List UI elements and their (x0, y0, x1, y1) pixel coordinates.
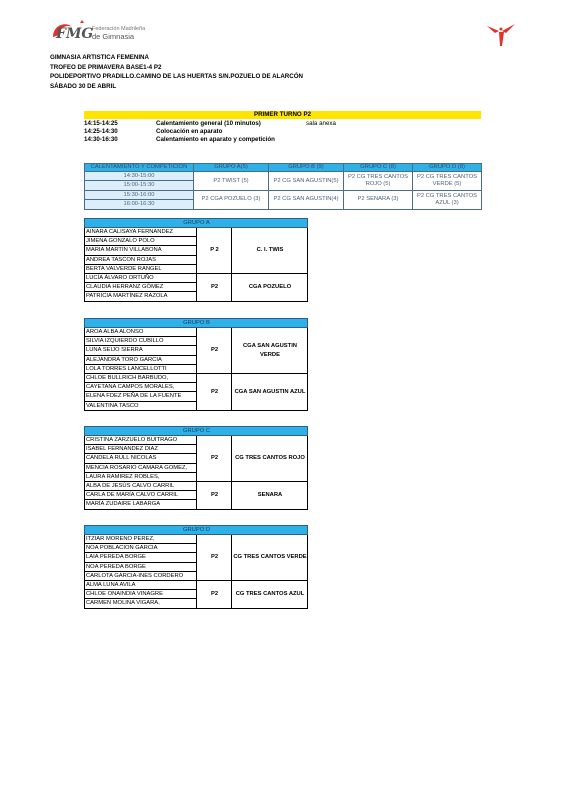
schedule-desc: Colocación en aparato (156, 128, 223, 136)
community-logo (485, 22, 517, 48)
rotation-header: GRUPO A(5) (194, 164, 269, 172)
rotation-time: 15:00-15:30 (85, 181, 194, 190)
rotation-header: GRUPO B (9) (269, 164, 344, 172)
gymnast-name: CANDELA RULL NICOLAS (85, 454, 197, 463)
schedule-time: 14:25-14:30 (84, 128, 118, 136)
gymnast-name: AROA ALBA ALONSO (85, 328, 197, 337)
level-cell: P2 (197, 535, 232, 581)
table-row (85, 581, 308, 590)
header-line: SÁBADO 30 DE ABRIL (50, 82, 117, 90)
gymnast-name: LAIA PEREDA BORGE (85, 553, 197, 562)
club-cell: CG TRES CANTOS AZUL (232, 581, 308, 609)
gymnast-name: CARLOTA GARCIA-INES CORDERO (85, 571, 197, 580)
federation-logo (50, 19, 170, 45)
document-header (50, 53, 303, 91)
rotation-cell: P2 CG TRES CANTOS ROJO (5) (344, 172, 413, 191)
level-cell: P2 (197, 436, 232, 482)
level-cell: P2 (197, 482, 232, 510)
group-table (84, 318, 308, 411)
gymnast-name: ALMA LUNA AVILA (85, 581, 197, 590)
rotation-header-row (85, 164, 482, 172)
level-cell: P2 (197, 374, 232, 411)
group-table (84, 218, 308, 302)
gymnast-name: ALBA DE JESÚS CALVO CARRIL (85, 482, 197, 491)
club-cell: C. I. TWIS (232, 228, 308, 274)
club-cell: CG TRES CANTOS VERDE (232, 535, 308, 581)
gymnast-name: MARIA MARTIN VILLABONA (85, 246, 197, 255)
schedule-time: 14:30-16:30 (84, 136, 118, 144)
gymnast-name: ANDREA TASCON ROJAS (85, 255, 197, 264)
gymnast-name: BERTA VALVERDE RANGEL (85, 264, 197, 273)
turno-banner: PRIMER TURNO P2 (84, 111, 481, 119)
rotation-cell: P2 CG TRES CANTOS VERDE (5) (413, 172, 482, 191)
schedule-desc: Calentamiento general (10 minutos) (156, 120, 261, 127)
gymnast-name: CHLOE BULLRICH BARBUDO, (85, 374, 197, 383)
gymnast-name: ISABEL FERNANDEZ DIAZ (85, 445, 197, 454)
table-row (85, 482, 308, 491)
rotation-table (84, 163, 482, 210)
gymnast-name: CAYETANA CAMPOS MORALES, (85, 383, 197, 392)
rotation-cell: P2 CGA POZUELO (3) (194, 190, 269, 209)
gymnast-name: LUCÍA ÁLVARO ORTUÑO (85, 274, 197, 283)
club-cell: CGA SAN AGUSTIN AZUL (232, 374, 308, 411)
schedule-desc: Calentamiento en aparato y competición (156, 136, 275, 144)
level-cell: P 2 (197, 228, 232, 274)
club-cell: CGA POZUELO (232, 274, 308, 302)
gymnast-name: CARLA DE MARÍA CALVO CARRIL (85, 491, 197, 500)
logo-line2: de Gimnasia (92, 32, 135, 41)
rotation-header: GRUPO C (8) (344, 164, 413, 172)
header-line: TROFEO DE PRIMAVERA BASE1-4 P2 (50, 63, 162, 71)
gymnast-name: PATRICIA MARTÍNEZ RAZOLA (85, 292, 197, 301)
gymnast-name: CLAUDIA HERRANZ GÓMEZ (85, 283, 197, 292)
logo-letters: FMG (56, 26, 94, 42)
gymnast-name: LOLA TORRES LANCELLOTTI (85, 364, 197, 373)
table-row (85, 535, 308, 544)
group-title: GRUPO B (85, 319, 308, 328)
club-cell: SENARA (232, 482, 308, 510)
rotation-header: GRUPO D (8) (413, 164, 482, 172)
gymnast-name: ITZIAR MORENO PEREZ, (85, 535, 197, 544)
gymnast-name: CARMEN MOLINA VIGARA, (85, 599, 197, 608)
level-cell: P2 (197, 328, 232, 374)
header-line: POLIDEPORTIVO PRADILLO.CAMINO DE LAS HUERTAS S/N.POZUELO DE ALARCÓN (50, 73, 304, 81)
rotation-time: 16:00-16:30 (85, 200, 194, 209)
level-cell: P2 (197, 274, 232, 302)
rotation-time: 15:30-16:00 (85, 190, 194, 199)
gymnast-name: VALENTINA TASCO (85, 401, 197, 410)
gymnast-name: LUNA SEIJO SIERRA (85, 346, 197, 355)
group-table (84, 525, 308, 609)
rotation-cell: P2 CG SAN AGUSTIN(5) (269, 172, 344, 191)
schedule-location: sala anexa (306, 120, 336, 127)
rotation-cell: P2 CG TRES CANTOS AZUL (3) (413, 190, 482, 209)
rotation-cell: P2 TWIST (5) (194, 172, 269, 191)
table-row (85, 374, 308, 383)
group-title: GRUPO A (85, 219, 308, 228)
gymnast-name: LAURA RAMIREZ ROBLES, (85, 472, 197, 481)
rotation-time: 14:30-15:00 (85, 172, 194, 181)
level-cell: P2 (197, 581, 232, 609)
gymnast-name: CRISTINA ZARZUELO BUITRAGO (85, 436, 197, 445)
header-line: GIMNASIA ARTISTICA FEMENINA (50, 54, 149, 61)
rotation-cell: P2 CG SAN AGUSTIN(4) (269, 190, 344, 209)
group-title: GRUPO C (85, 427, 308, 436)
gymnast-name: JIMENA GONZALO POLO (85, 237, 197, 246)
rotation-cell: P2 SENARA (3) (344, 190, 413, 209)
gymnast-name: CHLOE ONAINDIA VINAGRE (85, 590, 197, 599)
gymnast-name: NOA PEREDA BORGE (85, 562, 197, 571)
logo-line1: Federación Madrileña (92, 26, 146, 32)
gymnast-name: SILVIA IZQUIERDO CUBILLO (85, 337, 197, 346)
club-cell: CG TRES CANTOS ROJO (232, 436, 308, 482)
table-row (85, 436, 308, 445)
gymnast-name: MENCIA ROSARIO CAMARA GOMEZ, (85, 463, 197, 472)
table-row (85, 228, 308, 237)
gymnast-name: NOA POBLACION GARCIA (85, 544, 197, 553)
group-table (84, 426, 308, 510)
group-title: GRUPO D (85, 526, 308, 535)
gymnast-name: AINARA CALISAYA FERNANDEZ (85, 228, 197, 237)
club-cell: CGA SAN AGUSTIN VERDE (232, 328, 308, 374)
gymnast-name: ELENA FDEZ PEÑA DE LA FUENTE (85, 392, 197, 401)
gymnast-name: MARÍA ZUDAIRE LABARGA (85, 500, 197, 509)
table-row (85, 274, 308, 283)
rotation-header: CALENTAMIENTO Y COMPETICION (85, 164, 194, 172)
table-row (85, 328, 308, 337)
schedule-time: 14:15-14:25 (84, 120, 118, 127)
gymnast-name: ALEJANDRA TORO GARCIA (85, 355, 197, 364)
